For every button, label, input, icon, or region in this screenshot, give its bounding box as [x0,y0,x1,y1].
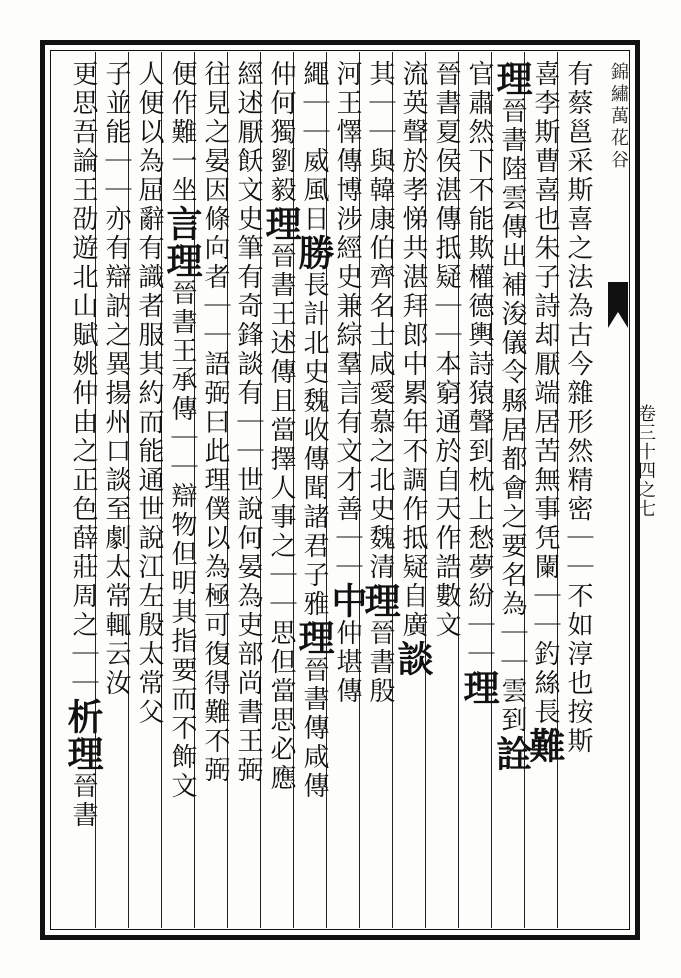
body-text: 繩｜｜威風日 [299,60,329,234]
heading-term: 中 [326,582,368,619]
body-text: 便作難一坐 [167,60,197,205]
heading-term: 勝 [293,234,335,271]
body-text: 子並能｜｜亦有辯訥之異揚州口談至劇太常輒云汝 [101,60,131,698]
body-text: 仲堪傳 [332,619,362,706]
body-text: 晉書 [68,772,98,830]
body-text: 仲何獨劉毅 [266,60,296,205]
body-text: 更思吾論王劭遊北山賦姚仲由之正色薛莊周之｜｜ [68,60,98,698]
heading-term: 言理 [161,205,203,279]
body-text: 經述厭飫文史筆有奇鋒談有｜｜世說何晏為吏部尚書王弼 [233,60,263,785]
heading-term: 理 [491,60,533,97]
heading-term: 理 [359,582,401,619]
text-column-16 [63,60,103,920]
body-text: 有蔡邕采斯喜之法為古今雜形然精密｜｜不如淳也按斯 [563,60,593,756]
body-text: 往見之晏因條向者｜｜語弼曰此理僕以為極可復得難不弼 [200,60,230,785]
body-text: 其｜｜與韓康伯齊名士咸愛慕之北史魏清 [365,60,395,582]
body-text: 晉書陸雲傳出補浚儀令縣居都會之要名為｜｜雲到 [497,97,527,735]
body-text: 河王懌傳博涉經史兼綜羣言有文才善｜｜ [332,60,362,582]
heading-term: 詮 [491,735,533,772]
heading-term: 理 [260,205,302,242]
body-text: 晉書王承傳｜｜辯物但明其指要而不飾文 [167,279,197,801]
body-text: 但當思必應 [266,648,296,793]
margin-title: 錦繡萬花谷 [608,62,629,172]
body-text: 官肅然下不能欺權德輿詩猿聲到枕上愁夢紛｜｜ [464,60,494,669]
fish-tail-mark-icon [606,282,630,328]
body-text: 流英聲於孝悌共湛拜郎中累年不調作抵疑自廣 [398,60,428,640]
body-text: 晉書傳咸傳 [299,656,329,801]
heading-term: 理 [293,619,335,656]
volume-label: 卷三十四之七 [635,404,656,518]
body-text: 晉書王述傳且當擇人事之｜｜思 [266,242,296,648]
body-text: 晉書殷 [365,619,395,706]
body-text: 長計北史魏收傳聞諸君子雅 [299,271,329,619]
body-text: 人便以為屈 [134,60,164,205]
body-text: 晉書夏侯湛傳抵疑｜｜本窮通於自天作誥數文 [431,60,461,640]
heading-term: 談 [392,640,434,677]
heading-term: 難 [524,727,566,764]
body-text: 辭有識者服其約而能通世說江左殷太常父 [134,205,164,727]
body-text: 喜李斯曹喜也朱子詩却厭端居苦無事凭闌｜｜釣絲長 [530,60,560,727]
heading-term: 理 [458,669,500,706]
heading-term: 析理 [62,698,104,772]
